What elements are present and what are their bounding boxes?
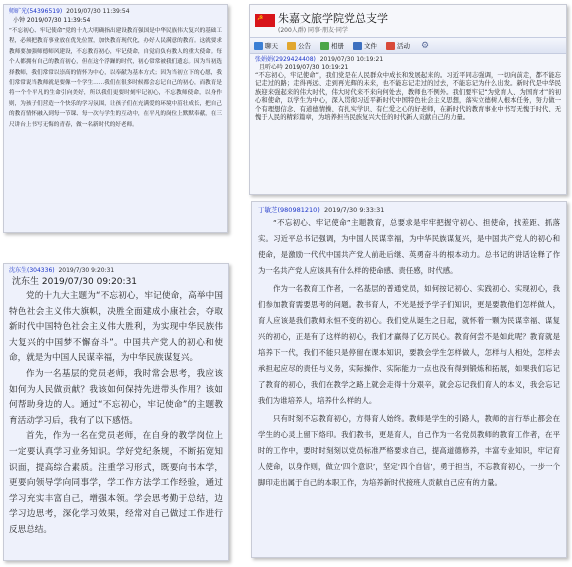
sender-name[interactable]: 沈东生 [9,267,28,274]
flag-icon [386,42,395,50]
quoted-sender: 小钟 2019/07/30 11:39:54 [13,17,91,24]
party-flag-icon [255,14,275,27]
folder-icon [353,42,362,50]
group-toolbar [250,37,566,54]
tab-label: 公告 [298,42,311,50]
quoted-sender: 沈东生 2019/07/30 09:20:31 [12,277,138,287]
message-timestamp: 2019/07/30 10:19:21 [319,56,384,63]
group-name: 朱嘉文旅学院党总支学 [278,12,388,25]
message-paragraph: 首先，作为一名在党员老师，在自身的教学岗位上一定要认真学习业务知识。学好党纪条规，不断拓宽知识面，提高综合素质。注重学习形式，既要向书本学，更要向领导学向同事学，学工作方法学工作经验，通过学习充实丰富自己，增强本领。学会思考勤于总结，边学习边思考，深化学习效果，经常对自己做过工作进行反思总结。 [9,431,223,535]
hammer-sickle-icon: ☭ [257,14,264,22]
group-info: (200人群) 同事·朋友·同学 [278,27,348,34]
tab-label: 相册 [331,42,344,50]
message-paragraph: “不忘初心，牢记使命”，我们党是在人民群众中成长和发展起来的。习近平同志强调，一切向前走，都不能忘记走过的路；走得再远、走到再光辉的未来，也不能忘记走过的过去，不能忘记为什么出发。新时代是中华民族迎来强起来的伟大时代，伟大时代来不来向何处去，教师也不例外。我们要牢记“为党育人、为国育才”的初心和使命，以学生为中心，深入贯彻习近平新时代中国特色社会主义思想，落实立德树人根本任务，努力做一个有理想信念、有道德情操、有扎实学识、有仁爱之心的好老师，在新时代的教育事业中书写无愧于时代、无愧于人民的精彩篇章，为培养担当民族复兴大任的时代新人贡献自己的力量。 [255,72,561,122]
megaphone-icon [287,42,296,50]
tab-chat[interactable] [254,41,278,50]
message-body [9,26,222,130]
message-paragraph: “不忘初心、牢记使命”党的十九大明确指出建设教育强国是中华民族伟大复兴的基础工程，必须把教育事业放在优先位置，加快教育现代化，办好人民满意的教育。这就要求教师要加强师德师风建设，不忘教育初心，牢记使命，自觉肩负有教人的重大使命。每个人都拥有自己的教育初心，但在这个浮躁的时代，初心常常被我们遗忘。因为当初选择教师，我们常常以崇高的情怀为中心，以奉献为基本方式；因为当初立下的心愿，我们常常说当教师就是要像一个学生……我们在很多时候都会忘记自己的初心，而教育是将一个个平凡的生命引向美好，所以我们更要时刻牢记初心，不忘教师使命，以身作则，为孩子们营造一个快乐的学习氛围，让孩子们在充满爱的环境中茁壮成长，把自己的教育情怀融入到每一节课、每一次与学生的互动中，在平凡的岗位上默默奉献，在三尺讲台上书写无悔的青春，做一名新时代的好老师。 [9,28,222,128]
chat-message-panel-bottom-left [3,263,229,561]
message-paragraph: 只有时刻不忘教育初心，方得育人始终。教师是学生的引路人，教师的言行举止都会在学生的心灵上留下烙印。我们教书，更是育人，自己作为一名党员教师的教育工作者，在平时的工作中，要时时刻刻以党员标准严格要求自己，提高道德修养，丰富专业知识，牢记育人使命，以身作则，做立‘四个意识’，坚定‘四个自信’，勇于担当，不忘教育初心，一步一个脚印走出属于自己的本职工作，为培养新时代接班人贡献自己应有的力量。 [258,414,560,487]
tab-files[interactable] [353,41,377,50]
quoted-sender: 且听心吟 2019/07/30 10:19:21 [259,64,349,71]
message-paragraph: 作为一名基层的党员老师，我时常会思考，我应该如何为人民做贡献？我该如何保持先进带头作用？该如何帮助身边的人。通过“不忘初心，牢记使命”的主题教育活动学习后，我有了以下感悟。 [9,368,223,426]
message-body [255,72,561,122]
tab-label: 聊天 [265,42,278,50]
message-header [258,205,560,215]
sender-name[interactable]: 丁敏芝 [258,206,278,214]
message-header [9,267,223,275]
message-paragraph: “不忘初心、牢记使命”主题教育，总要求是牢牢把握守初心、担使命，找差距、抓落实。习近平总书记强调，为中国人民谋幸福，为中华民族谋复兴，是中国共产党人的初心和使命，是激励一代代中国共产党人前赴后继、英勇奋斗的根本动力。总书记的讲话诠释了作为一名共产党人应该具有什么样的使命感、责任感，时代感。 [258,218,560,275]
message-timestamp: 2019/7/30 9:33:31 [323,206,385,214]
message-timestamp: 2019/07/30 11:39:54 [66,8,130,15]
tab-activity[interactable] [386,41,410,50]
message-paragraph: 作为一名教育工作者，一名基层的普通党员，如何按记初心、实践初心、实现初心，我们参加教育需要思考的问题。教书育人，不光是授予学子们知识，更是要教他们怎样做人，育人应该是我们教师永恒不变的初心。我们党从诞生之日起，就怀着一颗为民谋幸福、谋复兴的初心，正是有了这样的初心，我们才赢得了亿万民心。教育何尝不是如此呢？教育就是培养下一代，我们不能只是停留在课本知识，要教会学生怎样做人，怎样与人相处，怎样去承担起应尽的责任与义务，实际操作、实际能力一点也没有得到锻炼和拓展，如果我们忘记了教育的初心，我们在教学之路上就会走得十分艰辛，就会忘记我们育人的本义，我会忘记我们为谁培养人，培养什么样的人。 [258,284,560,405]
chat-icon [254,42,263,50]
sender-id: (304336) [27,267,55,274]
tab-announcement[interactable] [287,41,311,50]
message-header [9,8,222,16]
chat-message-panel-top-left [3,4,228,233]
chat-message-panel-bottom-right [251,201,567,558]
message-list [250,54,566,124]
sender-id: (2929424408) [273,56,316,63]
tab-album[interactable] [320,41,344,50]
message-timestamp: 2019/7/30 9:20:31 [58,267,115,274]
message-paragraph: 党的十九大主题为“不忘初心，牢记使命，高举中国特色社会主义伟大旗帜，决胜全面建成小康社会，夺取新时代中国特色社会主义伟大胜利，为实现中华民族伟大复兴的中国梦不懈奋斗”。中国共产党人的初心和使命，就是为中国人民谋幸福，为中华民族谋复兴。 [9,291,223,364]
sender-id: (980981210) [277,206,320,214]
gear-icon[interactable]: ⚙ [421,40,430,51]
group-chat-window [249,4,567,195]
tab-label: 文件 [364,42,377,50]
group-title-bar [250,5,566,37]
sender-name[interactable]: 师旷光 [9,8,28,15]
tab-label: 活动 [397,42,410,50]
sender-id: (54396519) [27,8,63,15]
photo-icon [320,42,329,50]
message-body [9,289,223,539]
message-header [255,56,561,64]
sender-name[interactable]: 张娟娟 [255,56,274,63]
message-body [258,215,560,491]
